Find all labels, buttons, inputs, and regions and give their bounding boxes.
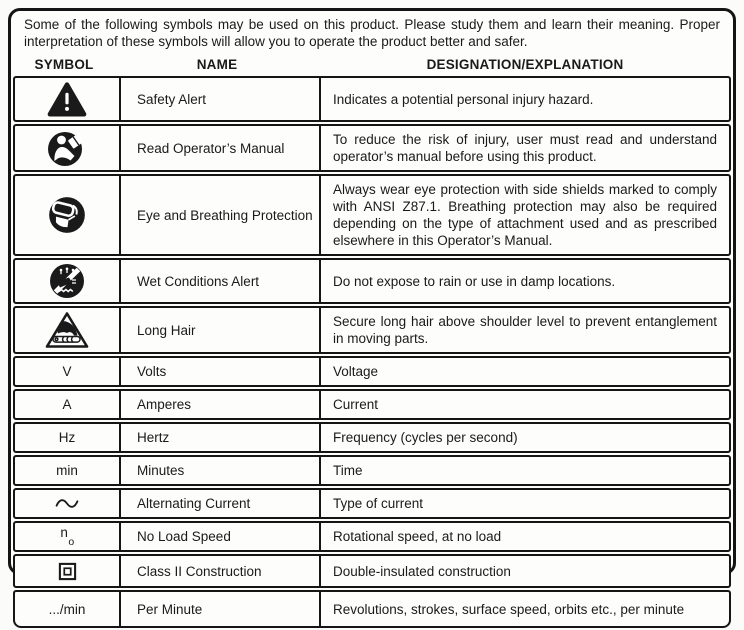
hertz-symbol: Hz (58, 430, 76, 445)
symbol-cell (15, 126, 121, 170)
symbol-cell (15, 424, 121, 451)
symbol-name: No Load Speed (121, 523, 321, 550)
symbol-name: Eye and Breathing Protection (121, 176, 321, 254)
symbol-designation: Indicates a potential personal injury hazard. (333, 91, 594, 107)
symbol-name: Per Minute (121, 592, 321, 626)
table-row (13, 76, 731, 122)
symbol-cell (15, 308, 121, 352)
symbol-name: Alternating Current (121, 490, 321, 517)
wet-conditions-alert-icon (47, 261, 87, 301)
symbol-name: Amperes (121, 391, 321, 418)
symbol-designation: Double-insulated construction (333, 563, 511, 579)
column-header-name: NAME (196, 56, 238, 72)
table-row (13, 488, 731, 519)
symbol-designation: Voltage (333, 364, 379, 379)
symbol-name: Long Hair (121, 308, 321, 352)
symbol-name: Volts (121, 358, 321, 385)
eye-breathing-protection-icon (46, 194, 88, 236)
table-row (13, 455, 731, 486)
no-load-speed-symbol: $n_o$ (60, 525, 75, 548)
symbol-cell (15, 260, 121, 302)
table-row (13, 356, 731, 387)
column-header-symbol: SYMBOL (34, 56, 94, 72)
symbol-designation: Revolutions, strokes, surface speed, orbits etc., per minute (333, 601, 685, 617)
symbol-cell (15, 490, 121, 517)
table-row (13, 124, 731, 172)
symbol-designation: Secure long hair above shoulder level to prevent entanglement in moving parts. (333, 314, 717, 346)
table-row (13, 521, 731, 552)
table-row (13, 389, 731, 420)
long-hair-icon (44, 309, 90, 351)
symbol-designation: Time (333, 463, 363, 478)
table-row (13, 306, 731, 354)
class-ii-construction-icon (58, 562, 77, 581)
minutes-symbol: min (56, 463, 78, 478)
symbol-name: Read Operator’s Manual (121, 126, 321, 170)
symbol-designation: Always wear eye protection with side shields marked to comply with ANSI Z87.1. Breathing protection may also be required depending on the type of attachment used and as prescribed elsewhere in this Operator’s Manual. (333, 182, 717, 248)
amperes-symbol: A (62, 397, 72, 412)
symbol-cell (15, 592, 121, 626)
table-row (13, 590, 731, 628)
symbol-designation: Current (333, 397, 379, 412)
symbol-cell (15, 78, 121, 120)
safety-alert-icon (47, 81, 87, 117)
symbol-cell (15, 556, 121, 586)
table-row (13, 554, 731, 588)
symbol-name: Minutes (121, 457, 321, 484)
symbol-name: Safety Alert (121, 78, 321, 120)
symbol-cell (15, 523, 121, 550)
per-minute-symbol: .../min (48, 601, 86, 617)
symbol-name: Wet Conditions Alert (121, 260, 321, 302)
table-row (13, 174, 731, 256)
intro-paragraph: Some of the following symbols may be used on this product. Please study them and learn their meaning. Proper interpretation of these symbols will allow you to operate the product better and safer. (24, 17, 720, 49)
symbol-designation: Do not expose to rain or use in damp locations. (333, 273, 616, 289)
symbols-table (8, 8, 736, 617)
table-row (13, 422, 731, 453)
symbol-designation: Frequency (cycles per second) (333, 430, 518, 445)
symbol-cell (15, 457, 121, 484)
symbol-name: Class II Construction (121, 556, 321, 586)
table-header-row (11, 52, 733, 76)
table-row (13, 258, 731, 304)
symbol-cell (15, 391, 121, 418)
read-operators-manual-icon (45, 128, 89, 168)
symbol-designation: To reduce the risk of injury, user must read and understand operator’s manual before using this product. (333, 132, 717, 164)
symbol-designation: Type of current (333, 496, 424, 511)
symbol-cell (15, 358, 121, 385)
alternating-current-icon (54, 497, 80, 510)
table-body (11, 76, 733, 630)
column-header-designation: DESIGNATION/EXPLANATION (426, 56, 624, 72)
symbol-designation: Rotational speed, at no load (333, 529, 502, 544)
symbol-cell (15, 176, 121, 254)
volts-symbol: V (62, 364, 72, 379)
symbol-name: Hertz (121, 424, 321, 451)
